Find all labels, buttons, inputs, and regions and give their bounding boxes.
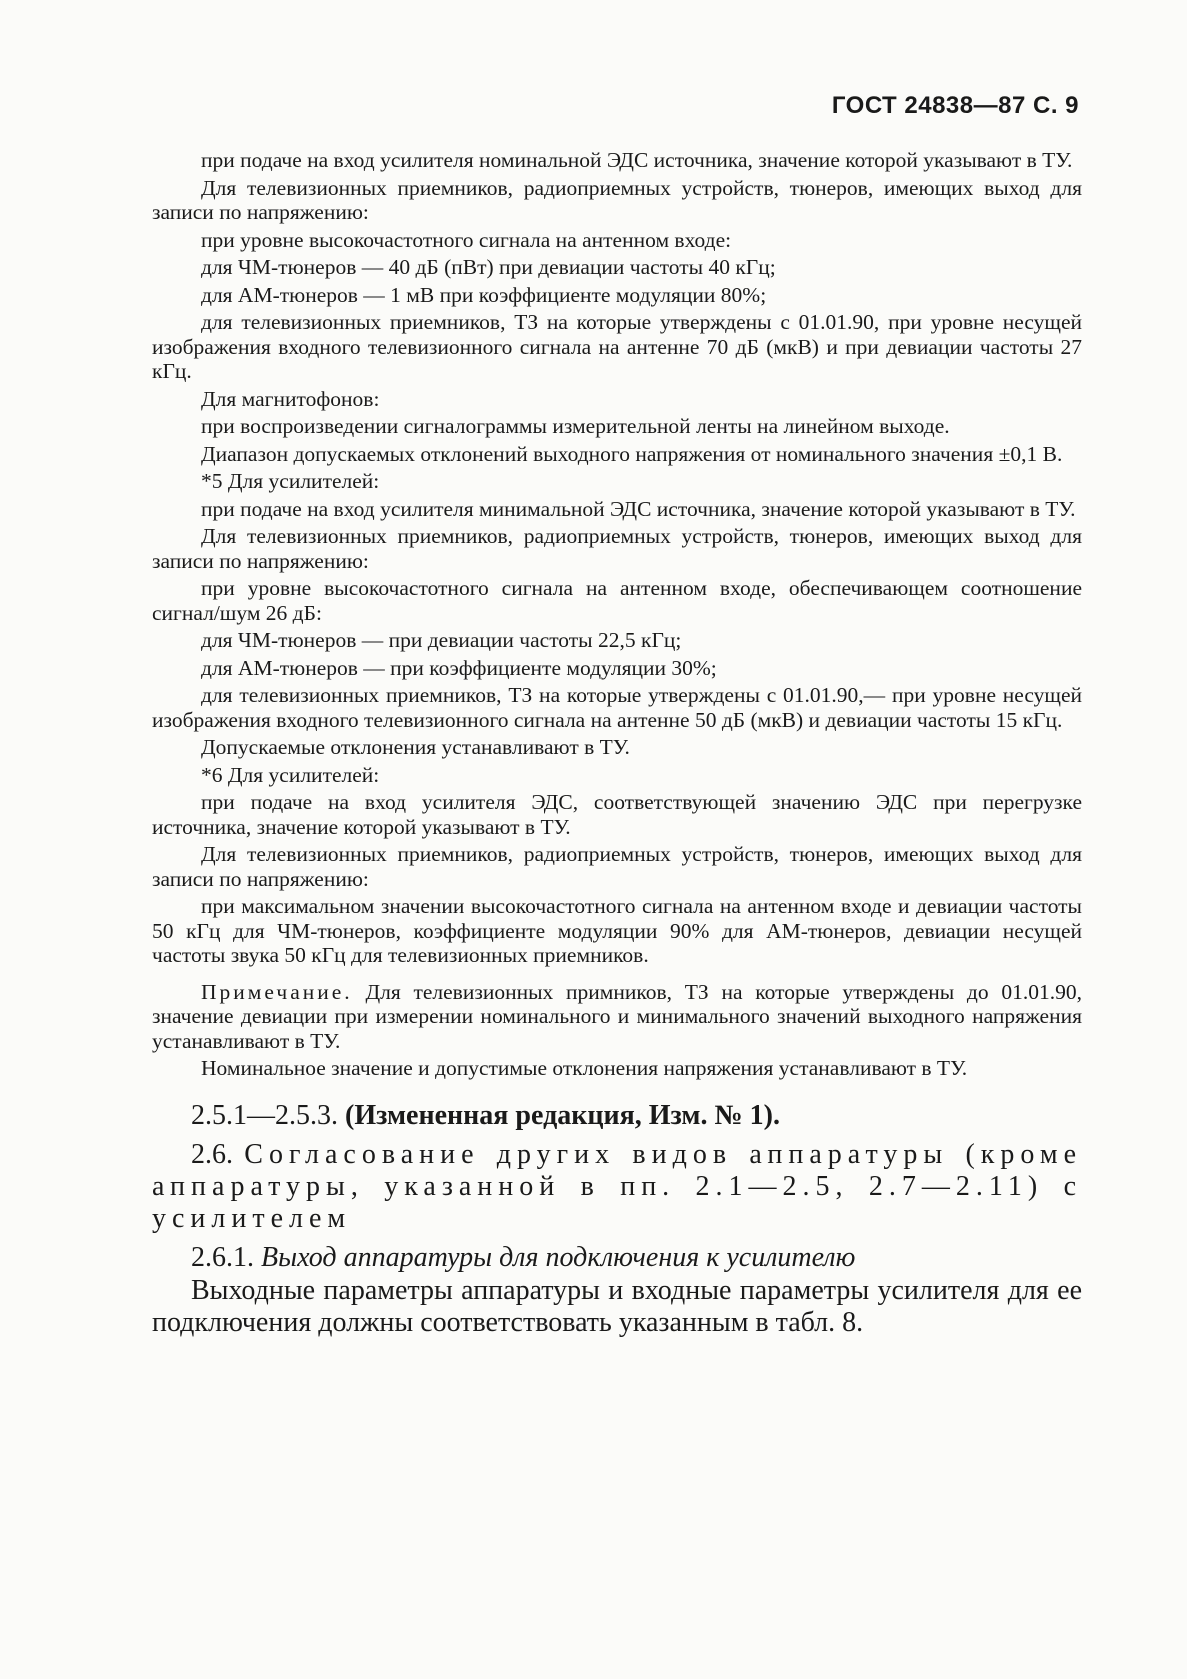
paragraph: Для телевизионных приемников, радиоприемных устройств, тюнеров, имеющих выход для записи по напряжению: — [152, 175, 1082, 224]
paragraph: при подаче на вход усилителя номинальной ЭДС источника, значение которой указывают в ТУ. — [201, 148, 1073, 172]
page-body — [152, 148, 1082, 1339]
footnote-6-heading: *6 Для усилителей: — [201, 762, 380, 787]
paragraph: Диапазон допускаемых отклонений выходного напряжения от номинального значения ±0,1 В. — [201, 441, 1063, 466]
nominal-paragraph: Номинальное значение и допустимые отклонения напряжения устанавливают в ТУ. — [201, 1056, 968, 1080]
paragraph: Для магнитофонов: — [201, 386, 380, 411]
paragraph: для телевизионных приемников, ТЗ на которые утверждены с 01.01.90, при уровне несущей изображения входного телевизионного сигнала на антенне 70 дБ (мкВ) и при девиации частоты 27 кГц. — [152, 310, 1082, 383]
amendment-range: 2.5.1—2.5.3. — [191, 1099, 338, 1131]
section-title: Согласование других видов аппаратуры (кроме аппаратуры, указанной в пп. 2.1—2.5, 2.7—2.11) с усилителем — [152, 1138, 1083, 1234]
paragraph: для ЧМ-тюнеров — при девиации частоты 22,5 кГц; — [201, 628, 682, 652]
final-paragraph: Выходные параметры аппаратуры и входные параметры усилителя для ее подключения должны соответствовать указанным в табл. 8. — [152, 1274, 1082, 1338]
amendment-line — [152, 1099, 1082, 1133]
subsection-number: 2.6.1. — [191, 1241, 254, 1273]
footnote-5-heading: *5 Для усилителей: — [201, 469, 380, 493]
amendment-text: (Измененная редакция, Изм. № 1). — [345, 1099, 780, 1131]
paragraph: для АМ-тюнеров — 1 мВ при коэффициенте модуляции 80%; — [201, 282, 767, 307]
note — [152, 980, 1082, 1054]
paragraph: Для телевизионных приемников, радиоприемных устройств, тюнеров, имеющих выход для записи по напряжению: — [152, 524, 1082, 573]
paragraph: при уровне высокочастотного сигнала на антенном входе: — [201, 227, 732, 252]
paragraph: при уровне высокочастотного сигнала на антенном входе, обеспечивающем соотношение сигнал/шум 26 дБ: — [152, 576, 1082, 625]
note-label: Примечание. — [201, 979, 353, 1004]
paragraph: при максимальном значении высокочастотного сигнала на антенном входе и девиации частоты 50 кГц для ЧМ-тюнеров, коэффициенте модуляции 90% для АМ-тюнеров, девиации несущей частоты звука 50 кГц для телевизионных приемников. — [152, 894, 1082, 967]
paragraph: при воспроизведении сигналограммы измерительной ленты на линейном выходе. — [201, 414, 950, 438]
paragraph: при подаче на вход усилителя ЭДС, соответствующей значению ЭДС при перегрузке источника, значение которой указывают в ТУ. — [152, 790, 1082, 839]
note-text: Для телевизионных примников, ТЗ на которые утверждены до 01.01.90, значение девиации при измерении номинального и минимального значений выходного напряжения устанавливают в ТУ. — [152, 979, 1082, 1053]
paragraph: для АМ-тюнеров — при коэффициенте модуляции 30%; — [201, 655, 717, 680]
section-heading — [152, 1139, 1082, 1235]
paragraph: при подаче на вход усилителя минимальной ЭДС источника, значение которой указывают в ТУ. — [201, 496, 1076, 521]
paragraph: для телевизионных приемников, ТЗ на которые утверждены с 01.01.90,— при уровне несущей изображения входного телевизионного сигнала на антенне 50 дБ (мкВ) и девиации частоты 15 кГц. — [152, 683, 1082, 732]
page-header: ГОСТ 24838—87 С. 9 — [831, 92, 1079, 119]
section-number: 2.6. — [191, 1138, 233, 1170]
subsection-title: Выход аппаратуры для подключения к усилителю — [261, 1241, 856, 1273]
paragraph: Для телевизионных приемников, радиоприемных устройств, тюнеров, имеющих выход для записи по напряжению: — [152, 842, 1082, 891]
paragraph: для ЧМ-тюнеров — 40 дБ (пВт) при девиации частоты 40 кГц; — [201, 255, 776, 279]
subsection-heading — [152, 1241, 1082, 1275]
paragraph: Допускаемые отклонения устанавливают в ТУ. — [201, 735, 630, 759]
